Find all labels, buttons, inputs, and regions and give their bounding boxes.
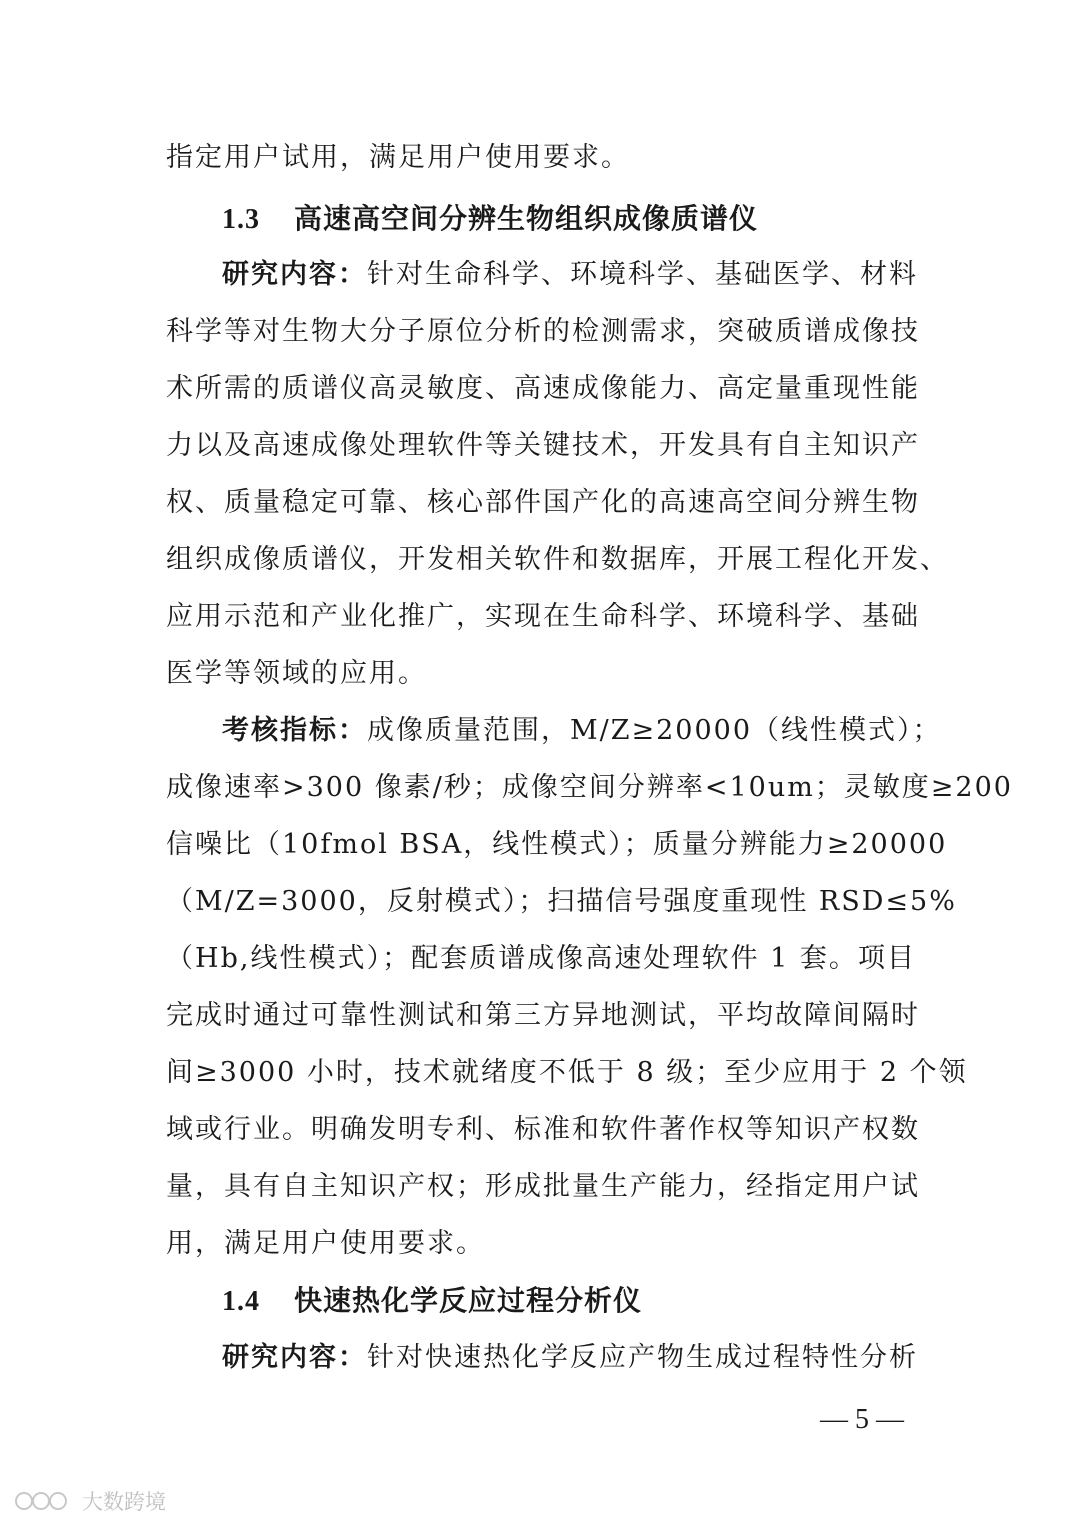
body-text-line: 用，满足用户使用要求。 xyxy=(166,1228,485,1259)
body-text-line: 成像质量范围，M/Z≥20000（线性模式）； xyxy=(367,715,942,746)
body-text-line: 间≥3000 小时，技术就绪度不低于 8 级；至少应用于 2 个领 xyxy=(166,1057,968,1088)
watermark-logo-icon xyxy=(14,1489,74,1513)
body-text-line: 医学等领域的应用。 xyxy=(166,658,427,689)
section-heading-1-3 xyxy=(222,199,758,240)
body-text-line: 信噪比（10fmol BSA，线性模式）；质量分辨能力≥20000 xyxy=(166,829,948,860)
research-paragraph-first-line xyxy=(222,1338,916,1378)
body-text-line: 科学等对生物大分子原位分析的检测需求，突破质谱成像技 xyxy=(166,316,920,347)
body-text-line: 成像速率>300 像素/秒；成像空间分辨率<10um；灵敏度≥200 xyxy=(166,772,1013,803)
body-text-line: 力以及高速成像处理软件等关键技术，开发具有自主知识产 xyxy=(166,430,920,461)
section-number: 1.3 xyxy=(222,204,260,235)
watermark-text: 大数跨境 xyxy=(82,1490,166,1514)
assessment-paragraph-first-line xyxy=(222,711,942,751)
body-text-line: 针对生命科学、环境科学、基础医学、材料 xyxy=(367,259,918,290)
body-text-line: 权、质量稳定可靠、核心部件国产化的高速高空间分辨生物 xyxy=(166,487,920,518)
section-number: 1.4 xyxy=(222,1286,260,1317)
watermark xyxy=(14,1486,166,1516)
body-text-line: 针对快速热化学反应产物生成过程特性分析 xyxy=(367,1342,918,1373)
page-number: — 5 — xyxy=(820,1404,904,1435)
research-paragraph-first-line xyxy=(222,255,916,295)
section-title: 高速高空间分辨生物组织成像质谱仪 xyxy=(294,202,759,235)
research-label: 研究内容： xyxy=(222,259,367,290)
body-text-line: 组织成像质谱仪，开发相关软件和数据库，开展工程化开发、 xyxy=(166,544,949,575)
body-text-line: 量，具有自主知识产权；形成批量生产能力，经指定用户试 xyxy=(166,1171,920,1202)
body-text-line: 术所需的质谱仪高灵敏度、高速成像能力、高定量重现性能 xyxy=(166,373,920,404)
body-text-line: （M/Z=3000，反射模式）；扫描信号强度重现性 RSD≤5% xyxy=(166,886,957,917)
assessment-label: 考核指标： xyxy=(222,715,367,746)
body-text-line: 完成时通过可靠性测试和第三方异地测试，平均故障间隔时 xyxy=(166,1000,920,1031)
research-label: 研究内容： xyxy=(222,1342,367,1373)
body-text-line: （Hb,线性模式）；配套质谱成像高速处理软件 1 套。项目 xyxy=(166,943,916,974)
body-text-line: 指定用户试用，满足用户使用要求。 xyxy=(166,142,630,173)
body-text-line: 域或行业。明确发明专利、标准和软件著作权等知识产权数 xyxy=(166,1114,920,1145)
section-heading-1-4 xyxy=(222,1281,642,1322)
section-title: 快速热化学反应过程分析仪 xyxy=(294,1284,643,1317)
body-text-line: 应用示范和产业化推广，实现在生命科学、环境科学、基础 xyxy=(166,601,920,632)
